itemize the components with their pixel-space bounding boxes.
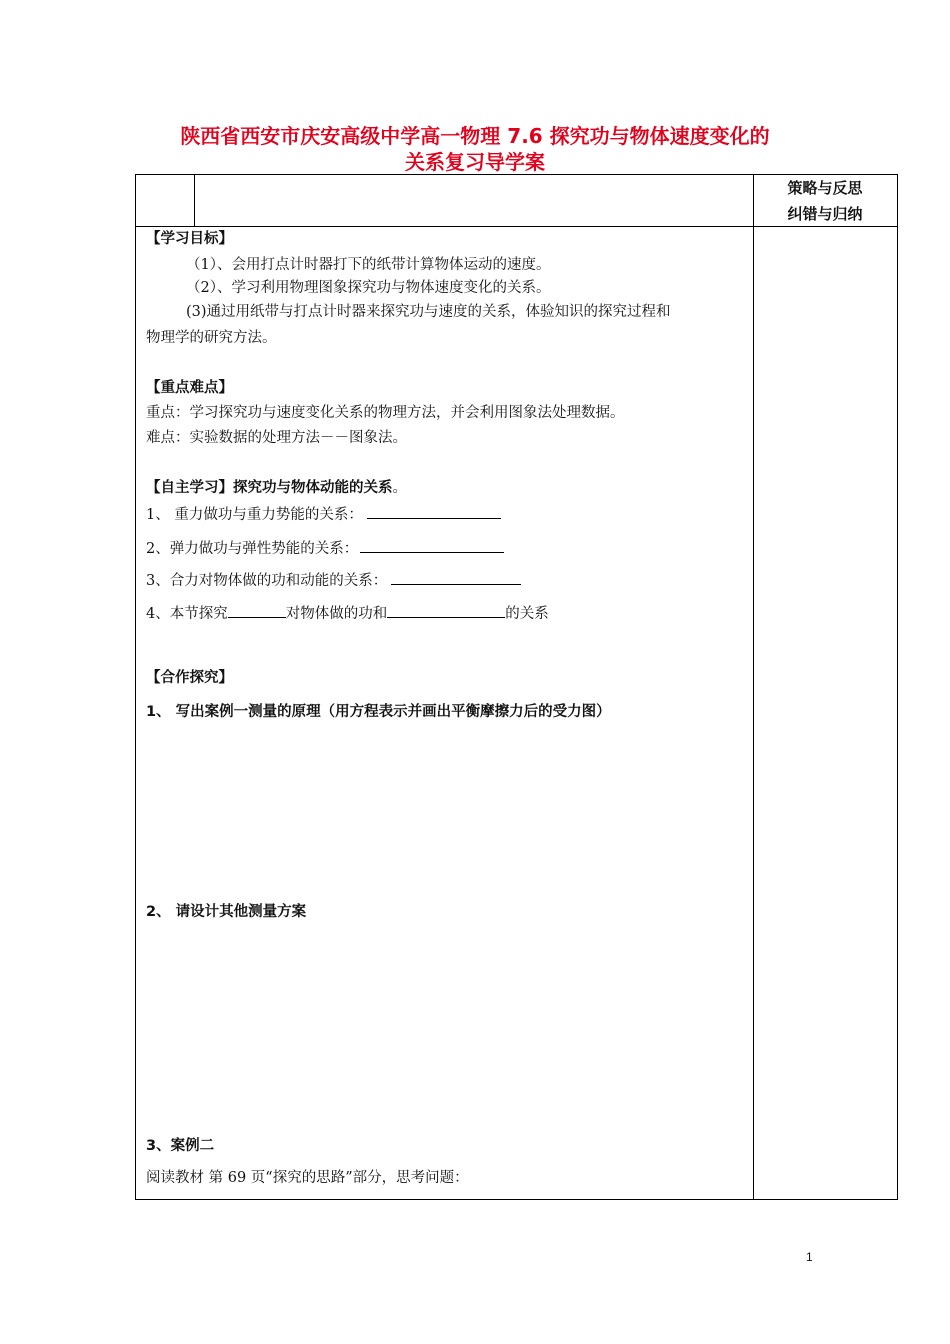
self-study-q3 [146, 569, 521, 591]
objective-item-3: (3)通过用纸带与打点计时器来探究功与速度的关系，体验知识的探究过程和 [186, 304, 671, 320]
objective-item-1: （1）、会用打点计时器打下的纸带计算物体运动的速度。 [186, 257, 551, 273]
objective-item-2: （2）、学习利用物理图象探究功与物体速度变化的关系。 [186, 280, 551, 296]
objectives-heading: 【学习目标】 [146, 231, 233, 247]
q3-text: 3、合力对物体做的功和动能的关系： [146, 573, 388, 589]
q4-answer-blank-2[interactable] [387, 602, 505, 618]
side-header-line2: 纠错与归纳 [787, 205, 863, 223]
cooperative-heading: 【合作探究】 [146, 670, 233, 686]
q1-answer-blank[interactable] [367, 503, 501, 519]
key-points-heading: 【重点难点】 [146, 380, 233, 396]
document-title-line2: 关系复习导学案 [405, 150, 545, 174]
cooperative-item-3-text: 阅读教材 第 69 页“探究的思路”部分，思考问题： [146, 1170, 469, 1186]
q4-text-a: 4、本节探究 [146, 606, 228, 622]
self-study-q1 [146, 503, 501, 525]
q3-answer-blank[interactable] [391, 569, 521, 585]
self-study-heading-end: 。 [392, 480, 407, 496]
column-divider-side [753, 174, 754, 1200]
q2-answer-blank[interactable] [360, 537, 504, 553]
self-study-q2 [146, 537, 504, 559]
self-study-q4 [146, 602, 549, 624]
cooperative-item-1: 1、 写出案例一测量的原理（用方程表示并画出平衡摩擦力后的受力图） [146, 704, 611, 720]
q4-text-c: 的关系 [505, 606, 549, 622]
q4-text-b: 对物体做的功和 [285, 606, 388, 622]
side-column-header [753, 175, 897, 227]
column-divider-left [194, 174, 195, 226]
self-study-heading-row [146, 478, 407, 498]
cooperative-item-2: 2、 请设计其他测量方案 [146, 904, 307, 920]
cooperative-item-3: 3、案例二 [146, 1138, 215, 1154]
self-study-heading: 【自主学习】探究功与物体动能的关系 [146, 480, 393, 496]
difficulty-text: 难点：实验数据的处理方法－－图象法。 [146, 430, 407, 446]
q1-text: 1、 重力做功与重力势能的关系： [146, 507, 363, 523]
q4-answer-blank-1[interactable] [228, 602, 286, 618]
q2-text: 2、弹力做功与弹性势能的关系： [146, 541, 359, 557]
side-header-line1: 策略与反思 [787, 179, 863, 197]
document-title-line1: 陕西省西安市庆安高级中学高一物理 7.6 探究功与物体速度变化的 [180, 124, 770, 148]
page-number: 1 [806, 1250, 813, 1264]
key-point-text: 重点：学习探究功与速度变化关系的物理方法，并会利用图象法处理数据。 [146, 405, 625, 421]
objective-item-3-cont: 物理学的研究方法。 [146, 330, 277, 346]
